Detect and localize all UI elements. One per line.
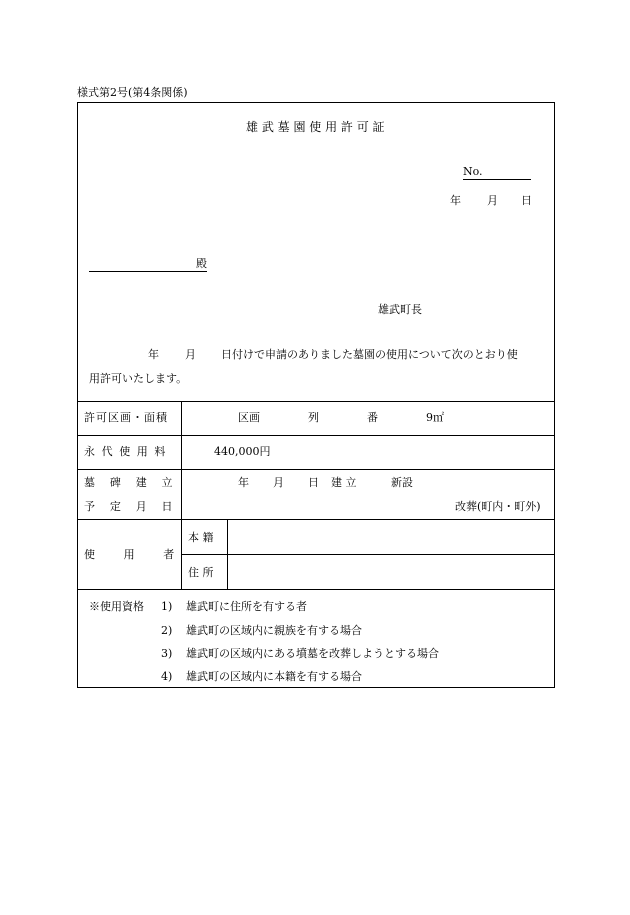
tombstone-month: 月 (273, 476, 284, 489)
date-month: 月 (487, 194, 498, 207)
honseki-label: 本 籍 (188, 531, 214, 544)
area-kukaku: 区画 (238, 411, 260, 424)
divider (77, 519, 555, 520)
column-divider (227, 519, 228, 589)
tombstone-new: 新設 (391, 476, 413, 489)
area-size: 9㎡ (426, 411, 444, 424)
divider (77, 589, 555, 590)
qualification-num: 3) (161, 647, 173, 660)
body-year: 年 (148, 348, 159, 361)
number-label: No. (463, 165, 483, 178)
qualification-text: 雄武町の区域内に親族を有する場合 (186, 624, 362, 637)
qualification-num: 1) (161, 600, 173, 613)
fee-label: 永代使用料 (84, 445, 172, 458)
area-ban: 番 (367, 411, 378, 424)
jusho-label: 住 所 (188, 566, 214, 579)
tombstone-label-line1: 墓碑建立 (84, 476, 188, 489)
tombstone-year: 年 (238, 476, 249, 489)
body-month: 月 (185, 348, 196, 361)
qualification-text: 雄武町の区域内に本籍を有する場合 (186, 670, 362, 683)
tombstone-day: 日 (308, 476, 319, 489)
body-text-line2: 用許可いたします。 (89, 372, 188, 385)
certificate-frame (77, 102, 555, 688)
certificate-number (463, 166, 531, 180)
qualifications-heading: ※使用資格 (89, 600, 144, 613)
fee-value: 440,000円 (214, 445, 271, 458)
qualification-text: 雄武町の区域内にある墳墓を改葬しようとする場合 (186, 647, 439, 660)
divider (77, 401, 555, 402)
divider (77, 469, 555, 470)
tombstone-reburial: 改葬(町内・町外) (455, 500, 541, 513)
area-retsu: 列 (308, 411, 319, 424)
tombstone-label-line2: 予定月日 (84, 500, 188, 513)
tombstone-kenritsu: 建 立 (331, 476, 357, 489)
issuer: 雄武町長 (378, 303, 422, 316)
qualification-num: 2) (161, 624, 173, 637)
addressee-suffix: 殿 (196, 257, 207, 270)
divider (181, 554, 555, 555)
area-label: 許可区画・面積 (84, 411, 168, 424)
user-label: 使用者 (84, 548, 203, 561)
date-year: 年 (450, 194, 461, 207)
certificate-title: 雄 武 墓 園 使 用 許 可 証 (246, 120, 385, 134)
qualification-text: 雄武町に住所を有する者 (186, 600, 307, 613)
date-day: 日 (521, 194, 532, 207)
form-label: 様式第2号(第4条関係) (77, 86, 188, 99)
qualification-num: 4) (161, 670, 173, 683)
addressee-line (89, 258, 207, 272)
body-text-line1: 日付けで申請のありました墓園の使用について次のとおり使 (221, 348, 518, 361)
divider (77, 435, 555, 436)
